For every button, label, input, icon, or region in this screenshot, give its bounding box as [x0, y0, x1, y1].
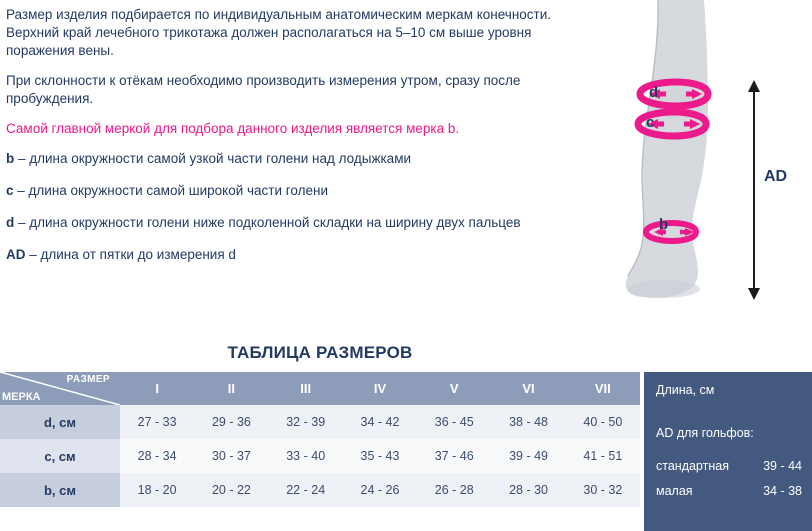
- definition-ad-text: – длина от пятки до измерения d: [25, 247, 236, 262]
- cell-d-5: 36 - 45: [417, 405, 491, 439]
- column-header-2: II: [194, 372, 268, 405]
- leg-measurement-diagram: [580, 0, 812, 318]
- info-panel-title: Длина, см: [656, 383, 715, 397]
- intro-paragraph-2: При склонности к отёкам необходимо производить измерения утром, сразу после пробуждения.: [6, 73, 521, 106]
- cell-b-6: 28 - 30: [491, 473, 565, 507]
- row-label-b: b, см: [0, 473, 120, 507]
- intro-text-block: [6, 6, 576, 278]
- column-header-1: I: [120, 372, 194, 405]
- cell-c-1: 28 - 34: [120, 439, 194, 473]
- column-header-6: VI: [491, 372, 565, 405]
- column-header-5: V: [417, 372, 491, 405]
- info-panel-row-small-name: малая: [656, 484, 693, 498]
- table-row: [0, 439, 640, 473]
- figure-label-c: c: [646, 114, 655, 131]
- cell-c-3: 33 - 40: [269, 439, 343, 473]
- row-label-c: c, см: [0, 439, 120, 473]
- table-row: [0, 473, 640, 507]
- column-header-4: IV: [343, 372, 417, 405]
- definition-d: [6, 214, 576, 232]
- definition-b-key: b: [6, 151, 15, 166]
- cell-d-4: 34 - 42: [343, 405, 417, 439]
- leg-silhouette: [626, 0, 708, 298]
- cell-d-6: 38 - 48: [491, 405, 565, 439]
- cell-b-3: 22 - 24: [269, 473, 343, 507]
- size-table-title: ТАБЛИЦА РАЗМЕРОВ: [227, 343, 413, 362]
- definition-d-text: – длина окружности голени ниже подколенной складки на ширину двух пальцев: [14, 215, 521, 230]
- column-header-7: VII: [566, 372, 640, 405]
- definition-b: [6, 150, 576, 168]
- cell-b-1: 18 - 20: [120, 473, 194, 507]
- intro-paragraph-1: Размер изделия подбирается по индивидуальным анатомическим меркам конечности. Верхний край лечебного трикотажа должен располагаться на 5–10 см выше уровня поражения вены.: [6, 7, 552, 58]
- cell-b-2: 20 - 22: [194, 473, 268, 507]
- info-panel-subtitle: AD для гольфов:: [656, 426, 754, 440]
- size-table-header-row: [0, 372, 640, 405]
- column-header-3: III: [269, 372, 343, 405]
- row-label-d: d, см: [0, 405, 120, 439]
- length-info-panel: [644, 372, 812, 531]
- cell-d-1: 27 - 33: [120, 405, 194, 439]
- foot-shading: [628, 280, 700, 298]
- cell-d-7: 40 - 50: [566, 405, 640, 439]
- info-panel-row-standard-name: стандартная: [656, 459, 729, 473]
- corner-label-measure: МЕРКА: [2, 391, 41, 403]
- leg-illustration-svg: [580, 0, 812, 318]
- definition-b-text: – длина окружности самой узкой части голени над лодыжками: [14, 151, 412, 166]
- cell-d-3: 32 - 39: [269, 405, 343, 439]
- cell-b-4: 24 - 26: [343, 473, 417, 507]
- info-panel-row-small-value: 34 - 38: [763, 484, 802, 498]
- cell-c-7: 41 - 51: [566, 439, 640, 473]
- figure-label-b: b: [659, 216, 669, 233]
- cell-b-5: 26 - 28: [417, 473, 491, 507]
- cell-c-6: 39 - 49: [491, 439, 565, 473]
- figure-label-d: d: [649, 84, 659, 101]
- figure-label-ad: AD: [764, 168, 788, 185]
- definition-ad-key: AD: [6, 247, 26, 262]
- definition-c-text: – длина окружности самой широкой части голени: [13, 183, 328, 198]
- info-panel-row-standard: [656, 459, 802, 473]
- cell-b-7: 30 - 32: [566, 473, 640, 507]
- definition-c: [6, 182, 576, 200]
- cell-d-2: 29 - 36: [194, 405, 268, 439]
- cell-c-2: 30 - 37: [194, 439, 268, 473]
- info-panel-row-standard-value: 39 - 44: [763, 459, 802, 473]
- definition-ad: [6, 246, 576, 264]
- size-table-body: [0, 405, 640, 507]
- definition-d-key: d: [6, 215, 15, 230]
- table-row: [0, 405, 640, 439]
- info-panel-row-small: [656, 484, 802, 498]
- corner-label-size: РАЗМЕР: [66, 374, 110, 385]
- size-table-head: [0, 372, 640, 405]
- definition-c-key: c: [6, 183, 14, 198]
- cell-c-5: 37 - 46: [417, 439, 491, 473]
- measure-arrow-ad: [748, 80, 760, 300]
- size-table-corner-cell: [0, 372, 120, 405]
- cell-c-4: 35 - 43: [343, 439, 417, 473]
- intro-paragraph-highlight: Самой главной меркой для подбора данного изделия является мерка b.: [6, 121, 460, 136]
- size-table: [0, 372, 640, 507]
